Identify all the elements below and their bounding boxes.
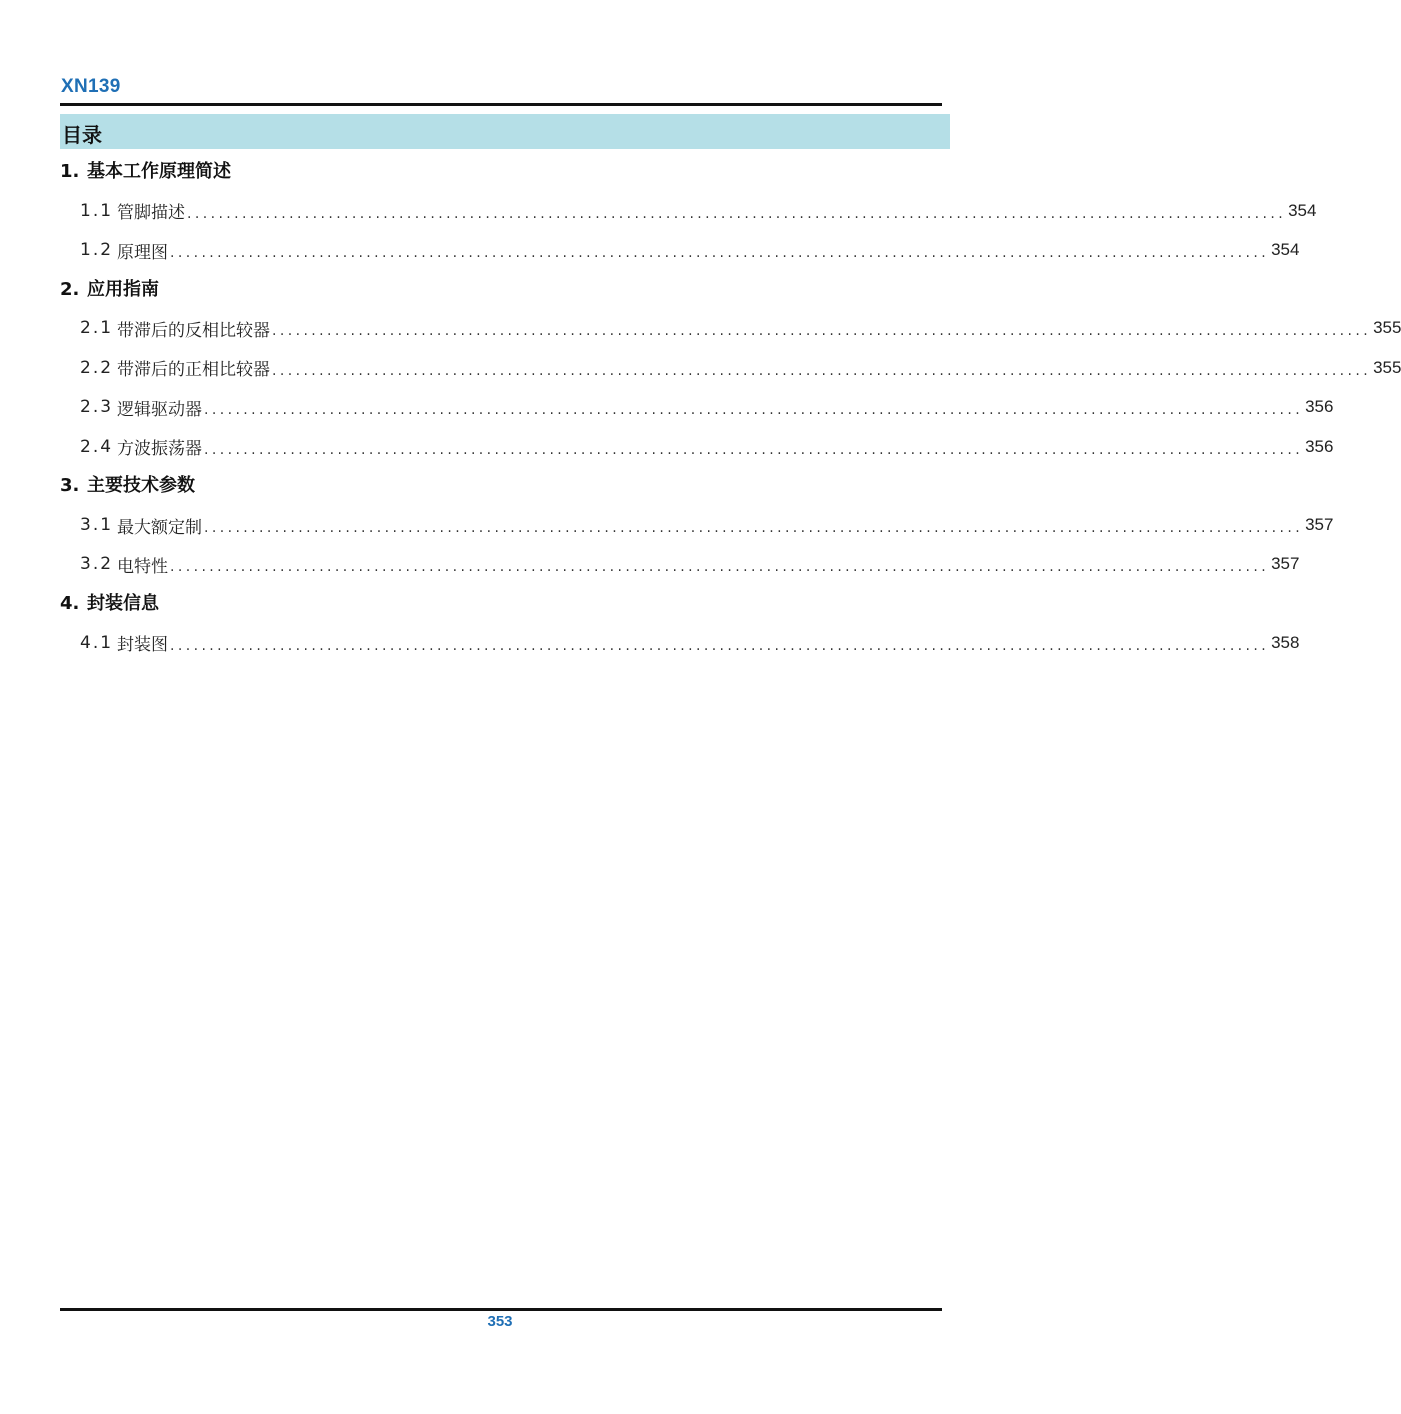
dot-leader: ............................................................................................................................................ bbox=[170, 245, 1270, 262]
toc-entry-3-1[interactable] bbox=[60, 505, 1334, 544]
entry-page-number: 356 bbox=[1305, 397, 1334, 417]
toc-section-2[interactable] bbox=[60, 270, 932, 309]
section-title: 基本工作原理简述 bbox=[87, 161, 231, 182]
section-title: 主要技术参数 bbox=[87, 475, 195, 497]
entry-number: 2.4 bbox=[80, 436, 114, 457]
toc-section-4[interactable] bbox=[60, 584, 932, 623]
entry-number: 1.1 bbox=[80, 200, 114, 221]
entry-title: 电特性 bbox=[117, 556, 169, 577]
entry-title: 原理图 bbox=[117, 242, 169, 263]
entry-number: 1.2 bbox=[80, 240, 114, 261]
dot-leader: ............................................................................................................................................ bbox=[187, 205, 1287, 222]
section-title: 封装信息 bbox=[87, 593, 159, 615]
entry-title: 封装图 bbox=[117, 635, 169, 656]
entry-number: 3.1 bbox=[80, 515, 114, 536]
dot-leader: ............................................................................................................................................ bbox=[170, 559, 1270, 576]
footer-divider bbox=[60, 1308, 942, 1311]
toc-entry-2-4[interactable] bbox=[60, 427, 1334, 466]
header-divider bbox=[60, 103, 942, 106]
entry-number: 3.2 bbox=[80, 554, 114, 575]
entry-page-number: 354 bbox=[1288, 200, 1317, 220]
entry-title: 管脚描述 bbox=[117, 203, 186, 224]
entry-title: 带滞后的正相比较器 bbox=[117, 360, 271, 381]
section-number: 1. bbox=[60, 161, 80, 182]
entry-page-number: 357 bbox=[1305, 515, 1334, 535]
toc-title: 目录 bbox=[62, 123, 102, 147]
entry-title: 最大额定制 bbox=[117, 517, 203, 538]
section-number: 2. bbox=[60, 278, 80, 300]
section-number: 3. bbox=[60, 475, 80, 497]
entry-page-number: 355 bbox=[1373, 318, 1401, 338]
document-code: XN139 bbox=[61, 76, 121, 97]
entry-title: 带滞后的反相比较器 bbox=[117, 320, 271, 341]
toc-entry-4-1[interactable] bbox=[60, 623, 1300, 662]
toc-entry-2-1[interactable] bbox=[60, 309, 1401, 348]
toc-entry-2-3[interactable] bbox=[60, 388, 1334, 427]
section-number: 4. bbox=[60, 593, 80, 615]
entry-page-number: 356 bbox=[1305, 436, 1334, 456]
toc-entry-1-1[interactable] bbox=[60, 191, 1317, 230]
entry-page-number: 354 bbox=[1271, 240, 1300, 260]
entry-page-number: 355 bbox=[1373, 357, 1401, 377]
dot-leader: ............................................................................................................................................ bbox=[272, 323, 1372, 340]
entry-number: 2.3 bbox=[80, 397, 114, 418]
entry-title: 方波振荡器 bbox=[117, 439, 203, 460]
dot-leader: ............................................................................................................................................ bbox=[272, 362, 1372, 379]
section-title: 应用指南 bbox=[87, 278, 159, 300]
entry-title: 逻辑驱动器 bbox=[117, 399, 203, 420]
toc-entry-2-2[interactable] bbox=[60, 348, 1401, 387]
entry-number: 2.2 bbox=[80, 357, 114, 378]
entry-number: 2.1 bbox=[80, 318, 114, 339]
toc-banner bbox=[60, 114, 950, 149]
dot-leader: ............................................................................................................................................ bbox=[204, 520, 1304, 537]
toc-entry-1-2[interactable] bbox=[60, 230, 1300, 269]
page-number: 353 bbox=[487, 1313, 513, 1330]
dot-leader: ............................................................................................................................................ bbox=[204, 441, 1304, 458]
toc-section-3[interactable] bbox=[60, 466, 932, 505]
table-of-contents bbox=[60, 152, 1401, 663]
toc-section-1[interactable] bbox=[60, 152, 932, 191]
dot-leader: ............................................................................................................................................ bbox=[170, 637, 1270, 654]
dot-leader: ............................................................................................................................................ bbox=[204, 402, 1304, 419]
toc-entry-3-2[interactable] bbox=[60, 545, 1300, 584]
entry-page-number: 357 bbox=[1271, 554, 1300, 574]
entry-number: 4.1 bbox=[80, 632, 114, 653]
entry-page-number: 358 bbox=[1271, 632, 1300, 652]
